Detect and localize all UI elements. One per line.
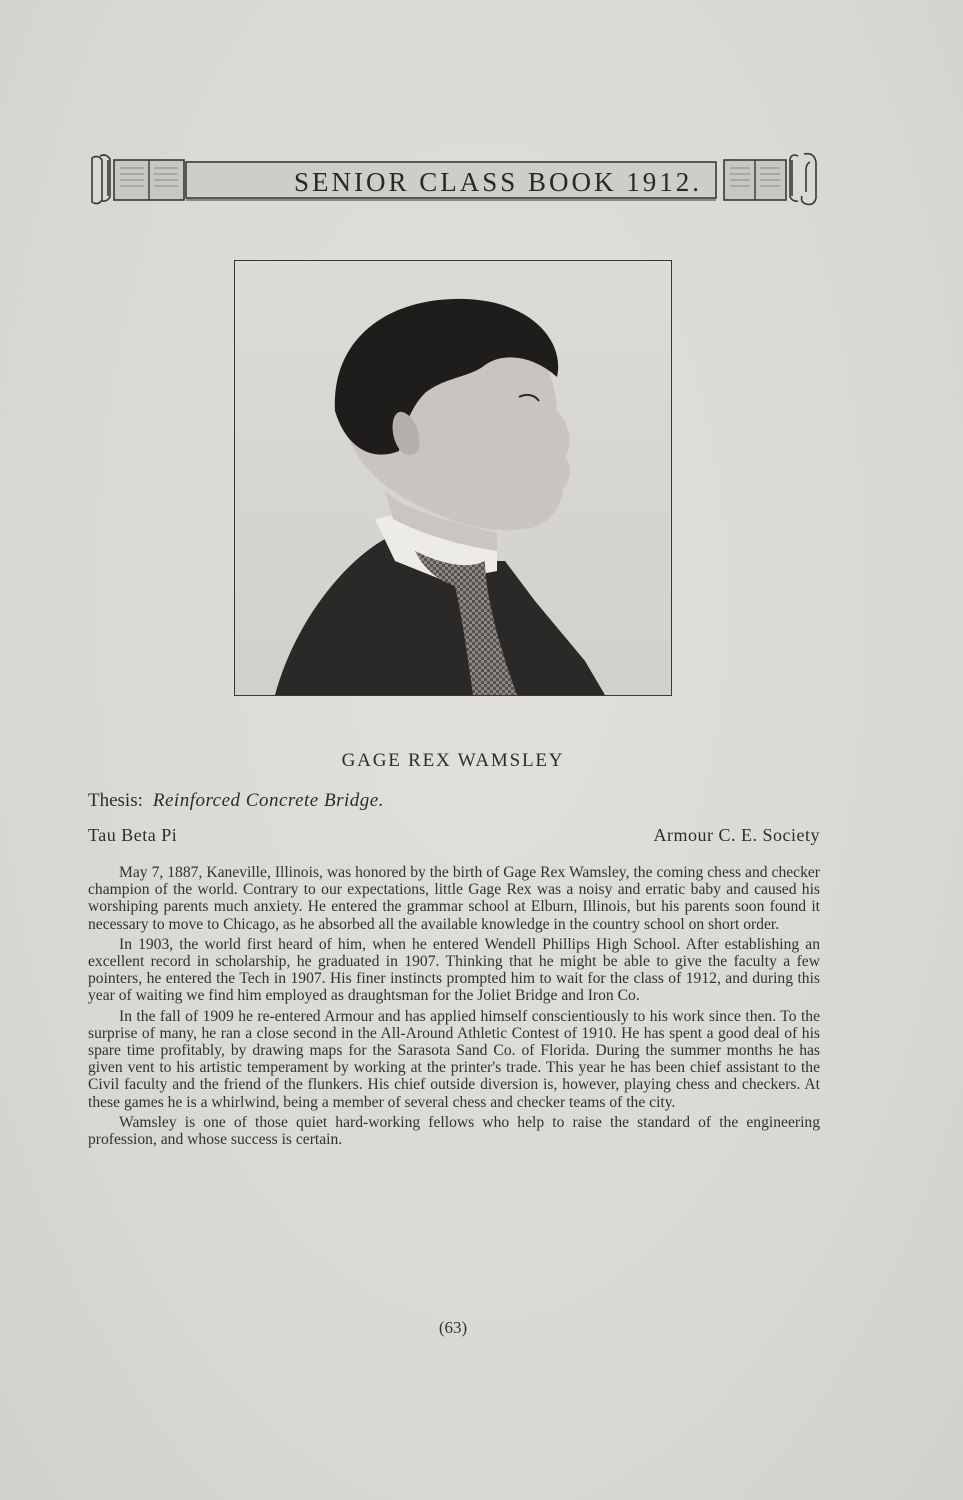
page-number: (63) [438,1318,468,1337]
portrait-photo [234,260,672,696]
thesis-label: Thesis: [88,790,143,811]
bio-paragraph: Wamsley is one of those quiet hard-working fellows who help to raise the standard of the engineering profession, and whose success is certain. [88,1113,820,1149]
thesis-title: Reinforced Concrete Bridge. [152,790,384,811]
student-name: GAGE REX WAMSLEY [341,750,565,771]
society-left: Tau Beta Pi [88,825,178,845]
biography [88,864,820,1151]
portrait-illustration [235,261,671,695]
header-banner [88,152,820,208]
thesis-line [88,790,384,812]
society-right: Armour C. E. Society [653,825,820,845]
header-title: SENIOR CLASS BOOK 1912. [294,166,703,197]
bio-paragraph: In 1903, the world first heard of him, when he entered Wendell Phillips High School. After establishing an excellent record in scholarship, he graduated in 1907. Thinking that he might be able to give the faculty a few pointers, he entered the Tech in 1907. His finer instincts prompted him to wait for the class of 1912, and during this year of waiting we find him employed as draughtsman for the Joliet Bridge and Iron Co. [88,935,820,1005]
bio-paragraph: In the fall of 1909 he re-entered Armour and has applied himself conscientiously to his work since then. To the surprise of many, he ran a close second in the All-Around Athletic Contest of 1910. He has spent a good deal of his spare time profitably, by drawing maps for the Sarasota Sand Co. of Florida. During the summer months he has given vent to his artistic temperament by working at the printer's trade. This year he has been chief assistant to the Civil faculty and the friend of the flunkers. His chief outside diversion is, however, playing chess and checkers. At these games he is a whirlwind, being a member of several chess and checker teams of the city. [88,1007,820,1111]
bio-paragraph: May 7, 1887, Kaneville, Illinois, was honored by the birth of Gage Rex Wamsley, the coming chess and checker champion of the world. Contrary to our expectations, little Gage Rex was a noisy and erratic baby and caused his worshiping parents much anxiety. He entered the grammar school at Elburn, Illinois, but his parents soon found it necessary to move to Chicago, as he absorbed all the available knowledge in the country school on short order. [88,864,820,933]
